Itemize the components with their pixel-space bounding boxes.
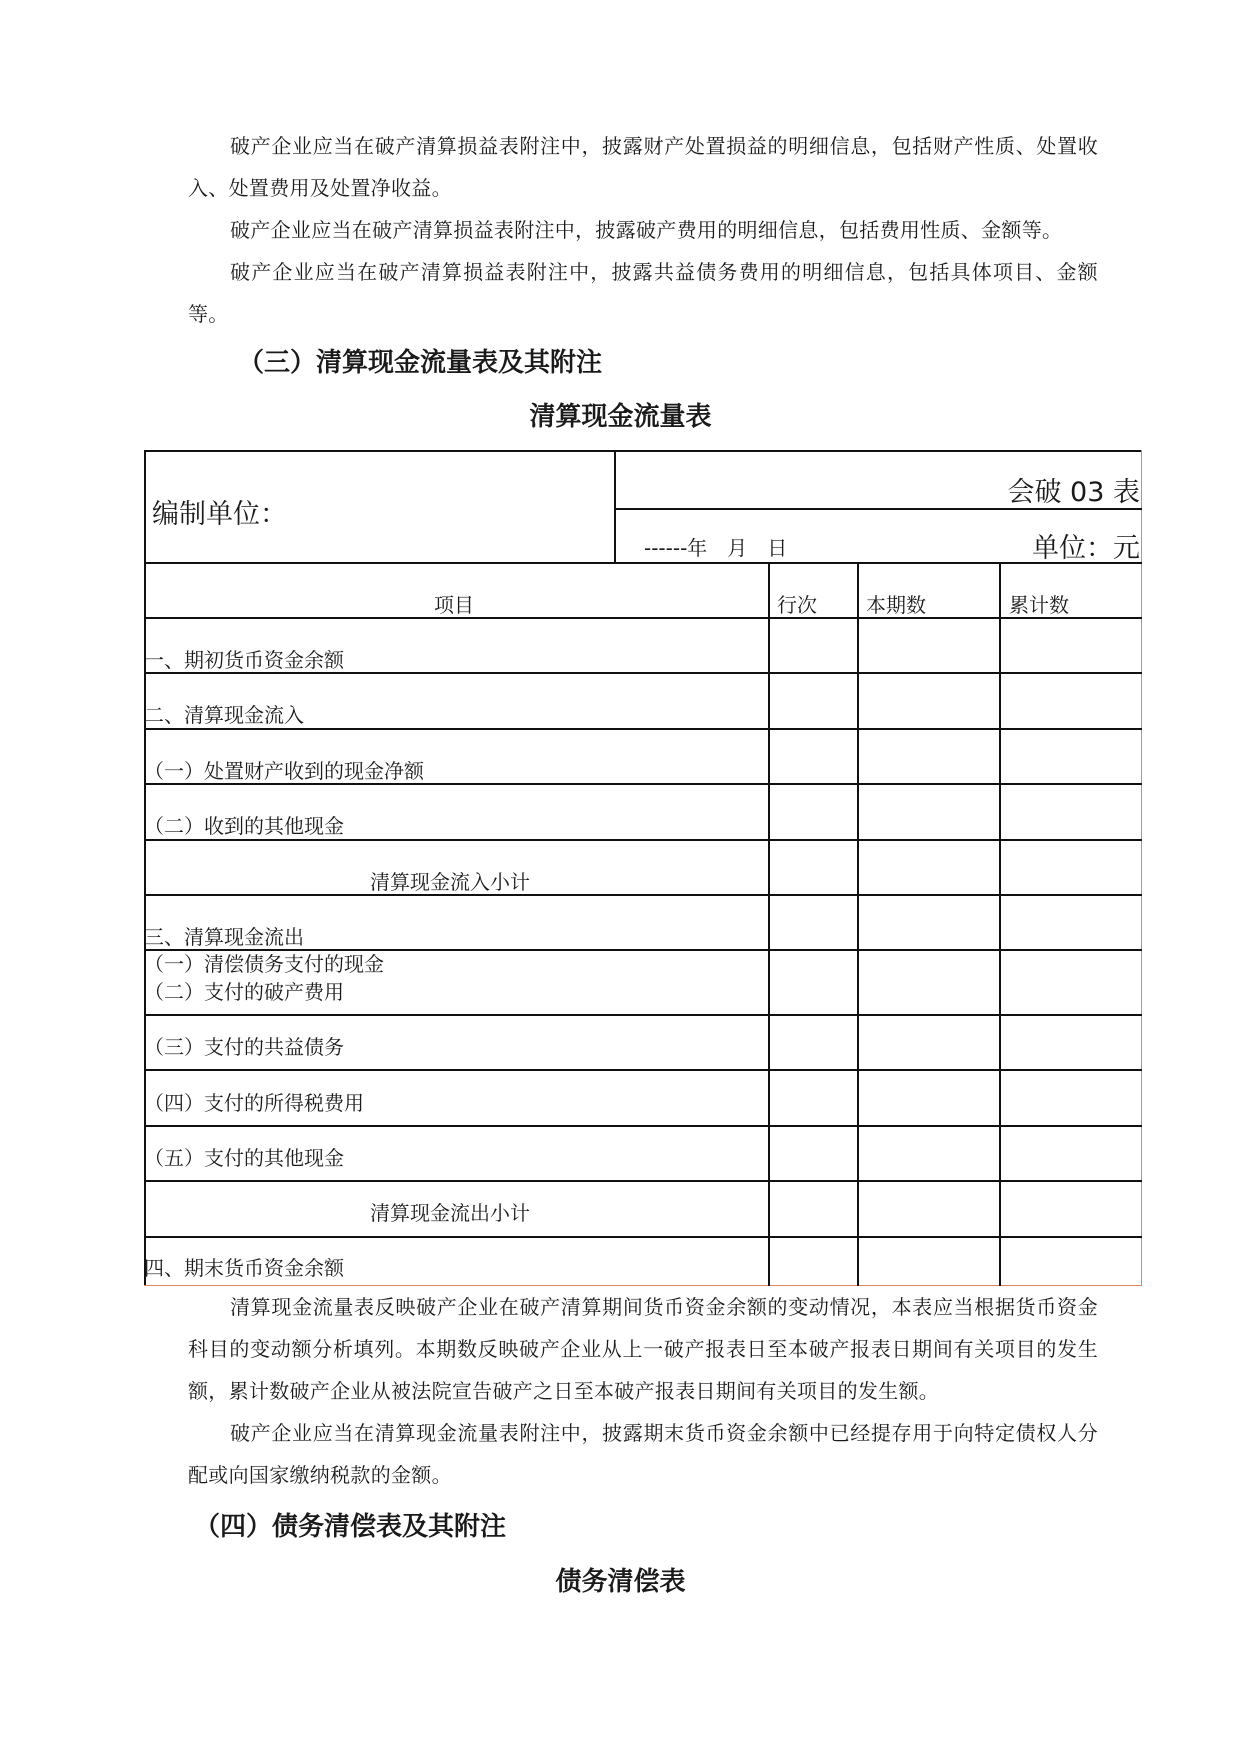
table-title-cashflow: 清算现金流量表 <box>529 402 712 432</box>
paragraph-asset-disposal: 破产企业应当在破产清算损益表附注中，披露财产处置损益的明细信息，包括财产性质、处置收入、处置费用及处置净收益。 <box>188 134 1098 200</box>
paragraph-cashflow-explanation: 清算现金流量表反映破产企业在破产清算期间货币资金余额的变动情况，本表应当根据货币资金科目的变动额分析填列。本期数反映破产企业从上一破产报表日至本破产报表日期间有关项目的发生额，累计数破产企业从被法院宣告破产之日至本破产报表日期间有关项目的发生额。 <box>188 1295 1098 1403</box>
paragraph-cashflow-note: 破产企业应当在清算现金流量表附注中，披露期末货币资金余额中已经提存用于向特定债权人分配或向国家缴纳税款的金额。 <box>188 1421 1098 1487</box>
row-label: （二）收到的其他现金 <box>144 814 344 838</box>
row-label: 二、清算现金流入 <box>144 703 304 727</box>
row-label: 一、期初货币资金余额 <box>144 648 344 672</box>
table-title-debt-repayment: 债务清偿表 <box>555 1567 686 1597</box>
section-heading-debt-repayment: （四）债务清偿表及其附注 <box>194 1512 507 1542</box>
cashflow-table <box>144 450 1142 1286</box>
row-label: （五）支付的其他现金 <box>144 1146 344 1170</box>
form-code: 会破 03 表 <box>1007 477 1140 508</box>
row-label: （一）清偿债务支付的现金 <box>144 952 384 976</box>
row-label: （一）处置财产收到的现金净额 <box>144 759 424 783</box>
unit-label: 单位：元 <box>1032 533 1140 564</box>
paragraph-bankruptcy-expenses: 破产企业应当在破产清算损益表附注中，披露破产费用的明细信息，包括费用性质、金额等。 <box>230 218 1063 242</box>
section-heading-cashflow: （三）清算现金流量表及其附注 <box>238 348 603 378</box>
row-label: （四）支付的所得税费用 <box>144 1091 364 1115</box>
col-header-cumulative: 累计数 <box>1009 593 1069 617</box>
row-label: 三、清算现金流出 <box>144 925 304 949</box>
row-label: 四、期末货币资金余额 <box>144 1256 344 1280</box>
prepared-by-label: 编制单位： <box>152 499 287 530</box>
row-label-subtotal: 清算现金流入小计 <box>370 870 530 894</box>
report-date-line: ------年 月 日 <box>644 536 788 560</box>
col-header-current: 本期数 <box>866 593 926 617</box>
row-label: （二）支付的破产费用 <box>144 980 344 1004</box>
row-label: （三）支付的共益债务 <box>144 1035 344 1059</box>
col-header-row-no: 行次 <box>777 593 817 617</box>
row-label-subtotal: 清算现金流出小计 <box>370 1201 530 1225</box>
col-header-item: 项目 <box>434 593 474 617</box>
paragraph-common-debts: 破产企业应当在破产清算损益表附注中，披露共益债务费用的明细信息，包括具体项目、金额等。 <box>188 260 1098 326</box>
